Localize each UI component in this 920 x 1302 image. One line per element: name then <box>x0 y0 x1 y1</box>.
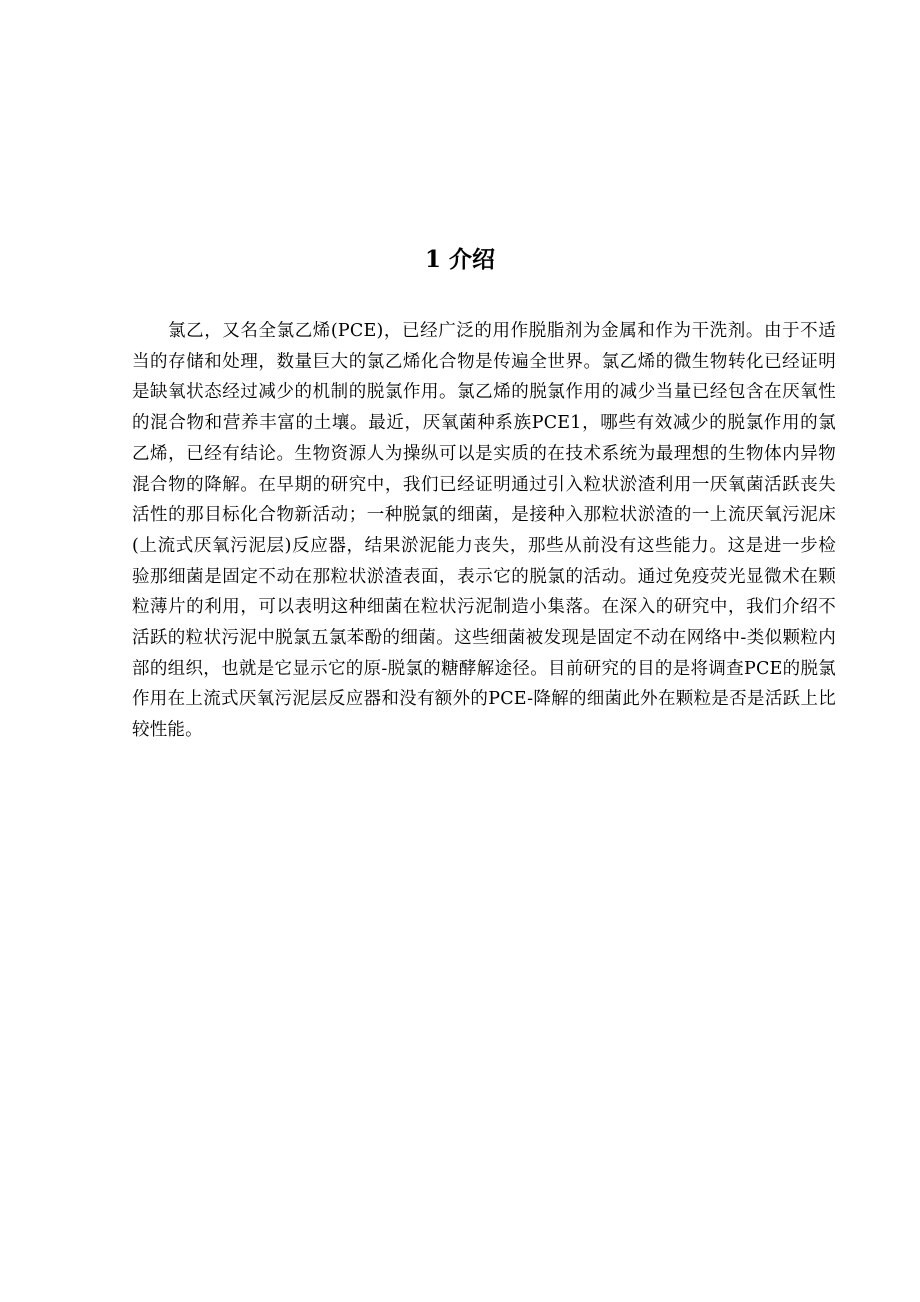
body-paragraph: 氯乙，又名全氯乙烯(PCE)，已经广泛的用作脱脂剂为金属和作为干洗剂。由于不适当的存储和处理，数量巨大的氯乙烯化合物是传遍全世界。氯乙烯的微生物转化已经证明是缺氧状态经过减少的机制的脱氯作用。氯乙烯的脱氯作用的减少当量已经包含在厌氧性的混合物和营养丰富的土壤。最近，厌氧菌种系族PCE1，哪些有效减少的脱氯作用的氯乙烯，已经有结论。生物资源人为操纵可以是实质的在技术系统为最理想的生物体内异物混合物的降解。在早期的研究中，我们已经证明通过引入粒状淤渣利用一厌氧菌活跃丧失活性的那目标化合物新活动；一种脱氯的细菌，是接种入那粒状淤渣的一上流厌氧污泥床(上流式厌氧污泥层)反应器，结果淤泥能力丧失，那些从前没有这些能力。这是进一步检验那细菌是固定不动在那粒状淤渣表面，表示它的脱氯的活动。通过免疫荧光显微术在颗粒薄片的利用，可以表明这种细菌在粒状污泥制造小集落。在深入的研究中，我们介绍不活跃的粒状污泥中脱氯五氯苯酚的细菌。这些细菌被发现是固定不动在网络中-类似颗粒内部的组织，也就是它显示它的原-脱氯的糖酵解途径。目前研究的目的是将调查PCE的脱氯作用在上流式厌氧污泥层反应器和没有额外的PCE-降解的细菌此外在颗粒是否是活跃上比较性能。 <box>132 321 836 741</box>
section-heading: 1 介绍 <box>424 246 495 273</box>
